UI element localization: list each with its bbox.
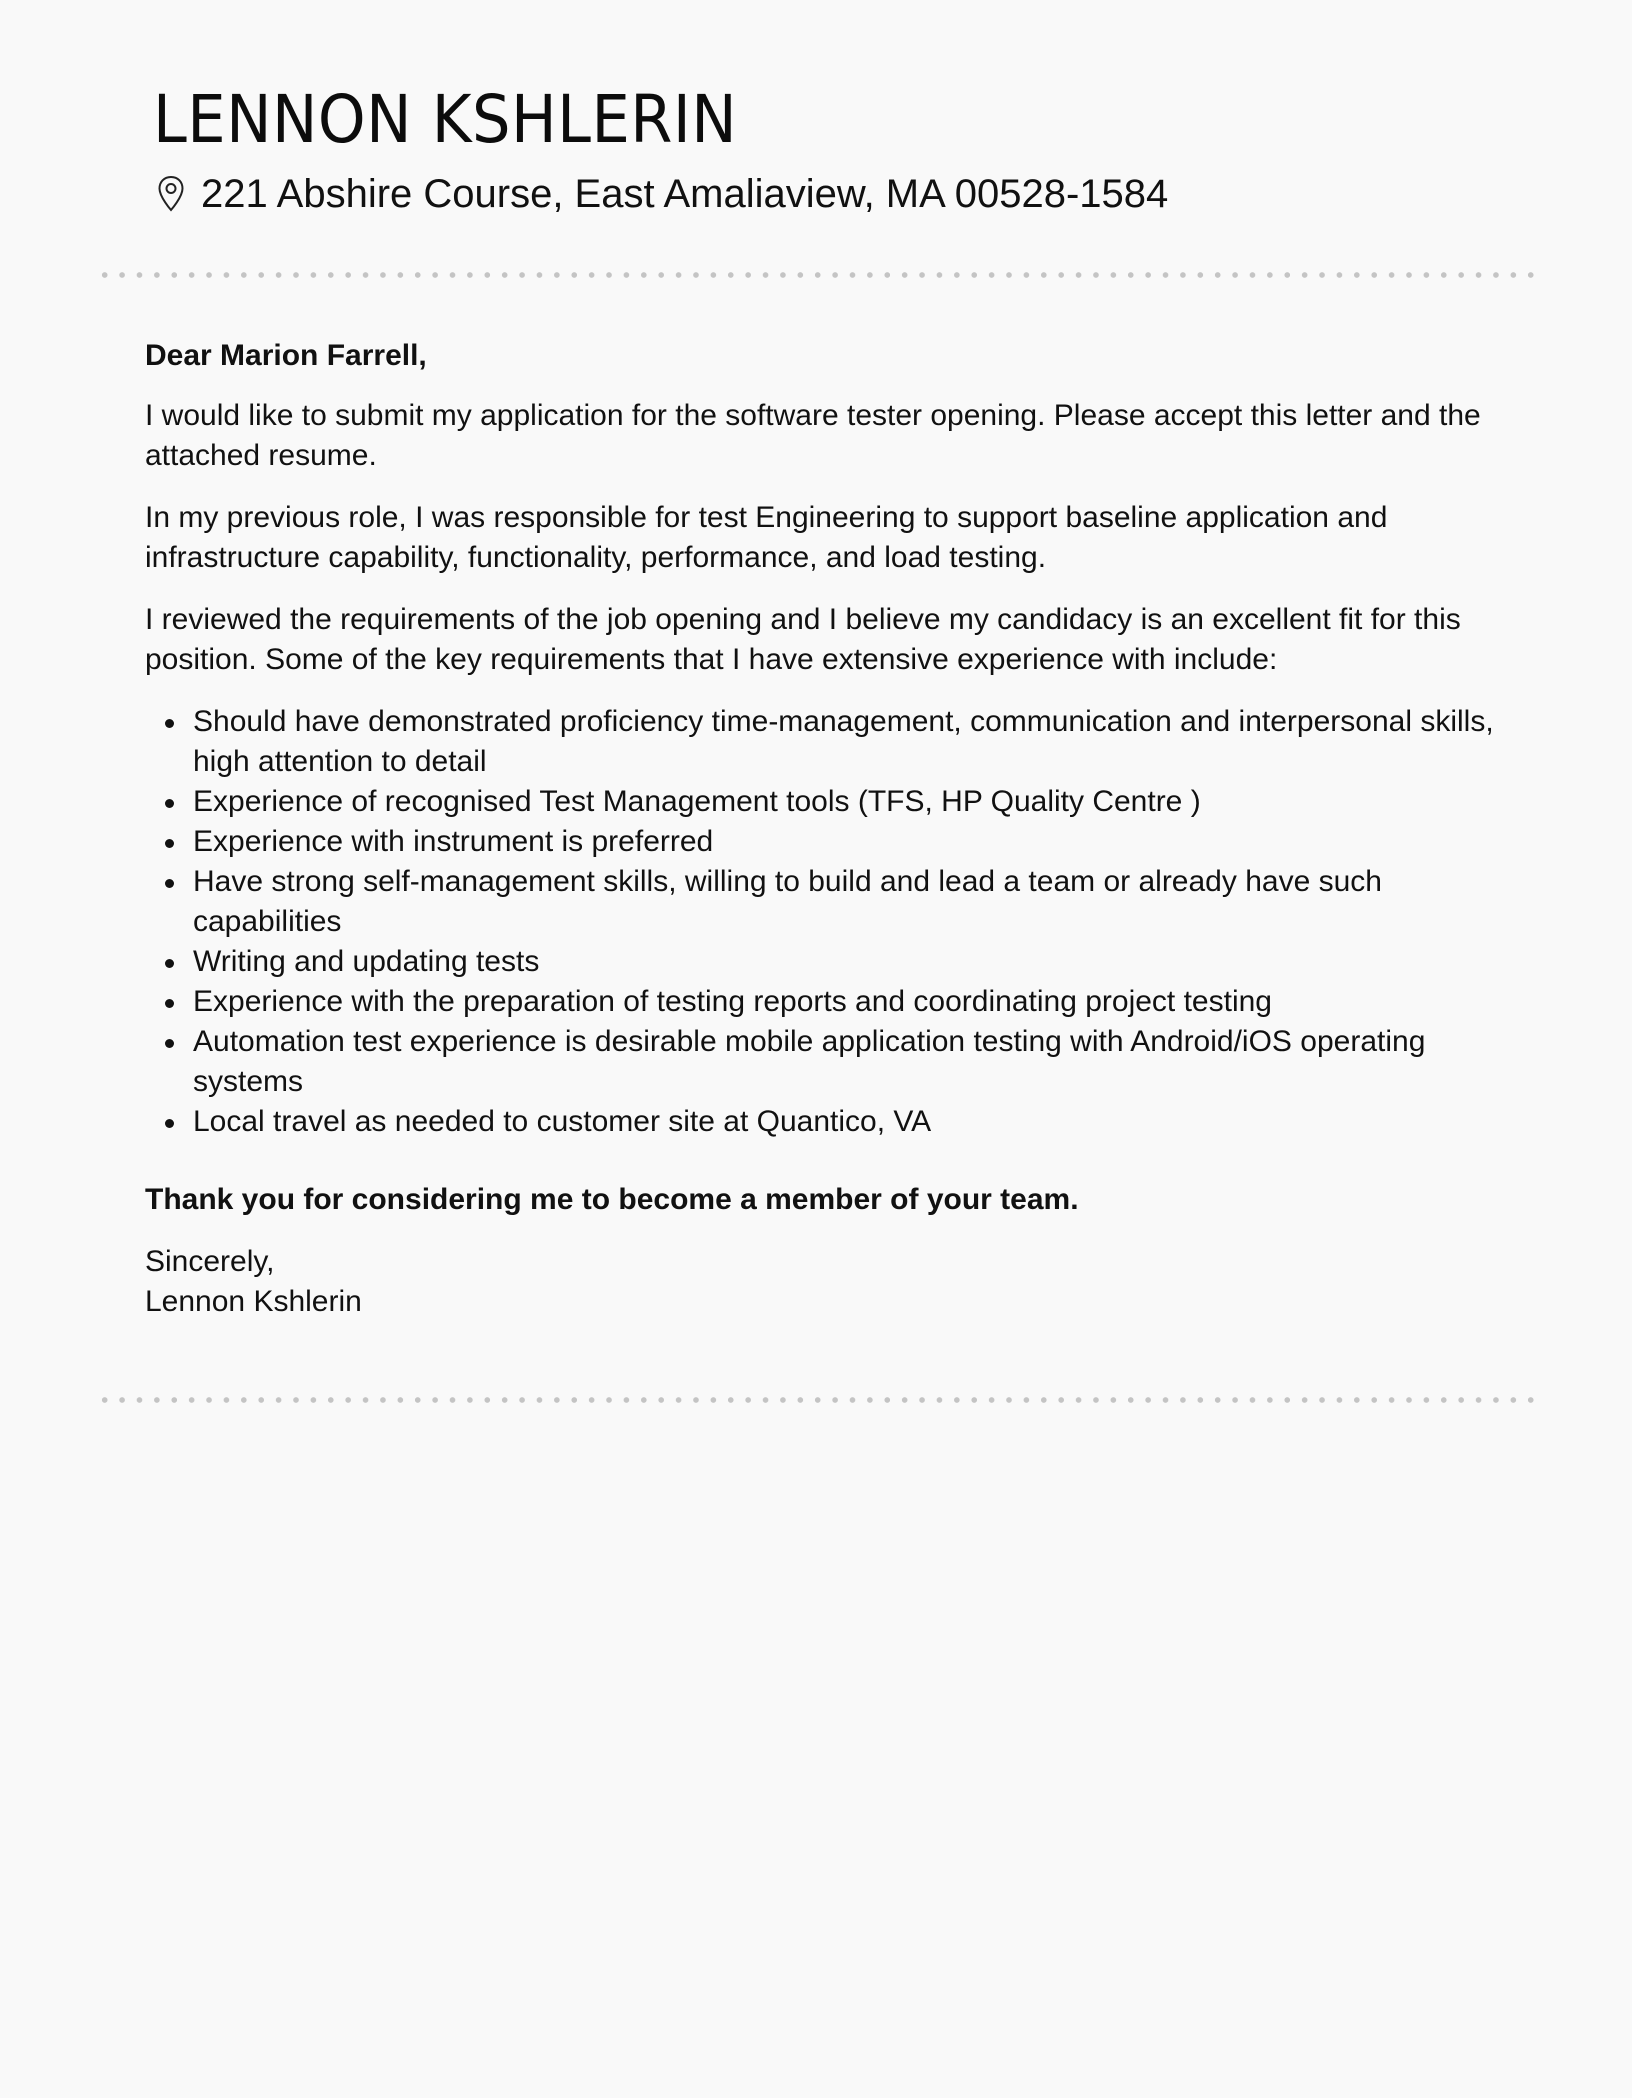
list-item: Experience of recognised Test Management tools (TFS, HP Quality Centre ) [193, 782, 1495, 822]
signature-name: Lennon Kshlerin [145, 1285, 362, 1318]
list-item: Experience with the preparation of testing reports and coordinating project testing [193, 982, 1495, 1022]
applicant-address: 221 Abshire Course, East Amaliaview, MA 00528-1584 [201, 171, 1169, 216]
letter-header [153, 78, 1533, 220]
salutation: Dear Marion Farrell, [145, 339, 427, 372]
paragraph-intro: I would like to submit my application for the software tester opening. Please accept this letter and the attached resume. [145, 399, 1481, 472]
letter-body [145, 336, 1495, 1322]
requirements-list [145, 702, 1495, 1142]
list-item: Automation test experience is desirable mobile application testing with Android/iOS operating systems [193, 1022, 1495, 1102]
list-item: Experience with instrument is preferred [193, 822, 1495, 862]
signoff: Sincerely, [145, 1245, 275, 1278]
applicant-name: LENNON KSHLERIN [153, 81, 738, 158]
list-item: Should have demonstrated proficiency time-management, communication and interpersonal skills, high attention to detail [193, 702, 1495, 782]
address-row [153, 168, 1533, 220]
paragraph-previous-role: In my previous role, I was responsible for test Engineering to support baseline application and infrastructure capability, functionality, performance, and load testing. [145, 501, 1388, 574]
list-item: Writing and updating tests [193, 942, 1495, 982]
top-dotted-divider [96, 271, 1536, 279]
list-item: Have strong self-management skills, willing to build and lead a team or already have such capabilities [193, 862, 1495, 942]
closing-statement: Thank you for considering me to become a member of your team. [145, 1183, 1079, 1216]
map-pin-icon [157, 175, 185, 213]
list-item: Local travel as needed to customer site at Quantico, VA [193, 1102, 1495, 1142]
paragraph-requirements-intro: I reviewed the requirements of the job opening and I believe my candidacy is an excellent fit for this position. Some of the key requirements that I have extensive experience with include: [145, 603, 1461, 676]
bottom-dotted-divider [96, 1396, 1536, 1404]
